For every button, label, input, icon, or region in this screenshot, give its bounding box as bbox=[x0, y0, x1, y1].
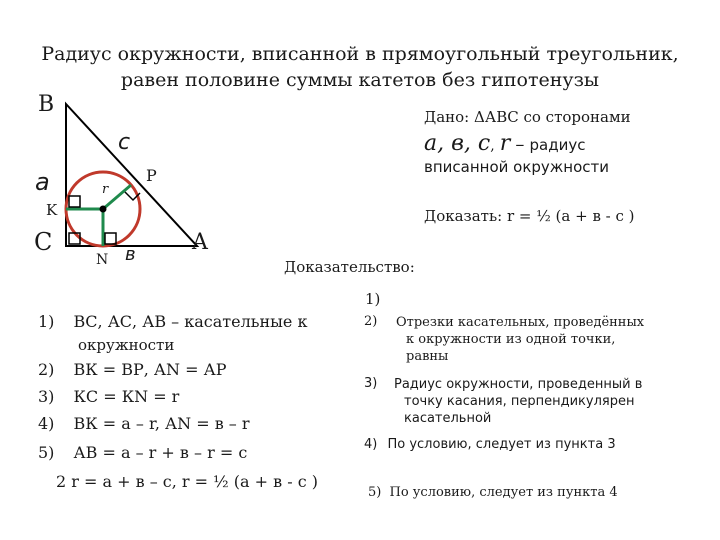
left-step-1-cont: окружности bbox=[78, 336, 175, 354]
proof-heading: Доказательство: bbox=[284, 258, 415, 276]
right-step-num: 4) bbox=[364, 437, 378, 452]
prove-formula: r = ½ (а + в - с ) bbox=[506, 207, 635, 225]
right-step-line: По условию, следует из пункта 3 bbox=[387, 437, 616, 452]
given-line-3: вписанной окружности bbox=[424, 158, 610, 176]
side-c-label: c bbox=[118, 130, 131, 155]
given-line-2 bbox=[424, 131, 585, 156]
right-angle-K bbox=[69, 196, 80, 207]
left-final-formula: 2 r = а + в – с, r = ½ (а + в - с ) bbox=[56, 472, 318, 491]
right-step-2 bbox=[364, 314, 377, 329]
right-step-1-num: 1) bbox=[365, 290, 381, 308]
right-angle-N bbox=[105, 233, 116, 244]
left-step-5 bbox=[38, 443, 247, 462]
right-step-num: 3) bbox=[364, 376, 378, 391]
given-vars: а, в, с bbox=[424, 131, 491, 156]
prove-line bbox=[424, 207, 635, 225]
prove-label: Доказать: bbox=[424, 207, 503, 225]
title-line-1: Радиус окружности, вписанной в прямоугольный треугольник, bbox=[41, 43, 679, 65]
right-step-num: 5) bbox=[368, 485, 382, 500]
vertex-c-label: C bbox=[34, 228, 53, 256]
given-r: r bbox=[499, 131, 511, 156]
right-step-line: равны bbox=[406, 349, 449, 364]
radius-r-label: r bbox=[102, 182, 109, 197]
left-step-num: 1) bbox=[38, 312, 55, 331]
vertex-a-label: A bbox=[192, 230, 208, 255]
right-step-4 bbox=[364, 437, 616, 452]
right-step-line: Отрезки касательных, проведённых bbox=[396, 315, 645, 330]
right-step-line: По условию, следует из пункта 4 bbox=[389, 485, 618, 500]
right-step-num: 2) bbox=[364, 314, 378, 329]
left-step-num: 5) bbox=[38, 443, 55, 462]
given-line-1 bbox=[424, 108, 631, 126]
left-step-text: ВК = ВР, АN = АР bbox=[73, 360, 227, 379]
left-step-num: 4) bbox=[38, 414, 55, 433]
left-step-num: 2) bbox=[38, 360, 55, 379]
right-step-line: к окружности из одной точки, bbox=[406, 332, 616, 347]
point-n-label: N bbox=[96, 252, 109, 268]
left-step-4 bbox=[38, 414, 250, 433]
side-b-label: в bbox=[125, 244, 136, 265]
given-label: Дано: bbox=[424, 108, 470, 126]
left-step-3 bbox=[38, 387, 179, 406]
given-comma: , bbox=[490, 138, 495, 154]
point-k-label: K bbox=[46, 201, 58, 219]
right-step-5 bbox=[368, 485, 618, 500]
left-step-num: 3) bbox=[38, 387, 55, 406]
right-step-line: касательной bbox=[404, 411, 492, 426]
left-step-text: АВ = а – r + в – r = с bbox=[73, 443, 248, 462]
left-step-text: ВК = а – r, АN = в – r bbox=[73, 414, 250, 433]
right-step-line: Радиус окружности, проведенный в bbox=[394, 377, 643, 392]
incenter-point bbox=[100, 206, 107, 213]
right-step-3 bbox=[364, 376, 377, 391]
left-step-2 bbox=[38, 360, 227, 379]
vertex-b-label: B bbox=[38, 92, 55, 117]
title-line-2: равен половине суммы катетов без гипотенузы bbox=[120, 69, 600, 91]
given-dash: – bbox=[515, 134, 525, 155]
left-step-text: ВС, АС, АВ – касательные к bbox=[73, 312, 308, 331]
side-a-label: a bbox=[35, 168, 50, 196]
given-radius-word: радиус bbox=[529, 136, 586, 154]
given-text: ΔАВС со сторонами bbox=[474, 108, 631, 126]
right-step-3-text bbox=[394, 376, 642, 427]
point-p-label: P bbox=[146, 166, 157, 185]
right-step-2-text bbox=[396, 314, 644, 365]
right-step-line: точку касания, перпендикулярен bbox=[404, 394, 635, 409]
left-step-text: КС = КN = r bbox=[73, 387, 180, 406]
left-step-1 bbox=[38, 312, 307, 331]
